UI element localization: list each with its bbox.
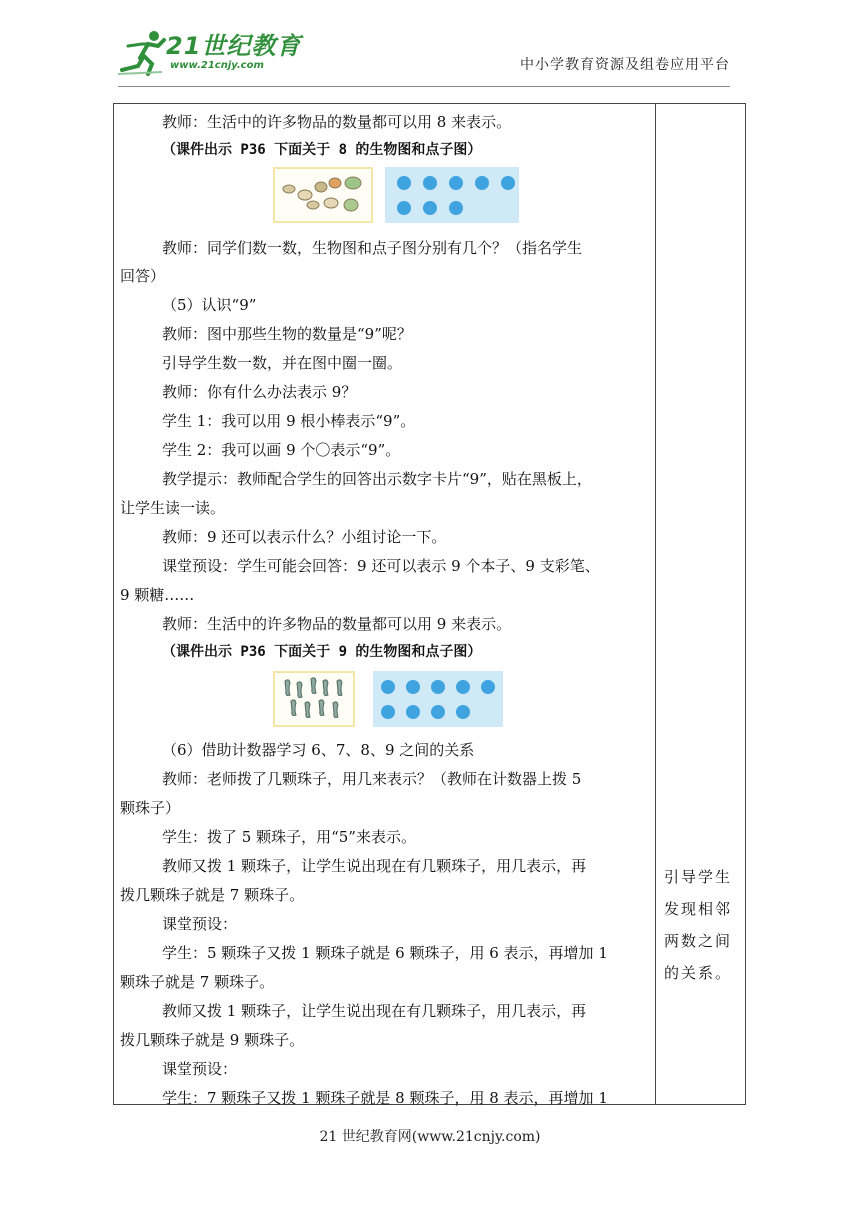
logo-text: 21世纪教育 (166, 32, 302, 60)
text-line: 拨几颗珠子就是 9 颗珠子。 (120, 1031, 305, 1049)
runner-logo-icon (118, 26, 168, 76)
dot (449, 201, 463, 215)
dot (423, 176, 437, 190)
dot (406, 705, 420, 719)
dot-picture (385, 167, 519, 223)
dot (423, 201, 437, 215)
text-line: 学生 1：我可以用 9 根小棒表示“9”。 (162, 412, 416, 430)
dot (456, 705, 470, 719)
text-line: 让学生读一读。 (120, 499, 226, 517)
platform-title: 中小学教育资源及组卷应用平台 (520, 57, 730, 73)
text-line: 教师又拨 1 颗珠子，让学生说出现在有几颗珠子，用几表示，再 (162, 1002, 587, 1020)
text-line: 教师：生活中的许多物品的数量都可以用 9 来表示。 (162, 615, 512, 633)
section-heading: （5）认识“9” (162, 296, 257, 314)
side-note-line: 的关系。 (664, 964, 733, 982)
text-line: 教师：生活中的许多物品的数量都可以用 8 来表示。 (162, 113, 512, 131)
text-line: 课堂预设： (162, 1060, 238, 1078)
text-line: 教师：图中那些生物的数量是“9”呢？ (162, 325, 412, 343)
section-heading: （6）借助计数器学习 6、7、8、9 之间的关系 (162, 741, 475, 759)
dot (501, 176, 515, 190)
text-line: 课堂预设： (162, 915, 238, 933)
side-note-line: 两数之间 (664, 932, 733, 950)
dot (475, 176, 489, 190)
text-line: 引导学生数一数，并在图中圈一圈。 (162, 354, 403, 372)
dot (481, 680, 495, 694)
text-line: 教师：同学们数一数，生物图和点子图分别有几个？（指名学生 (162, 239, 583, 257)
dot (397, 201, 411, 215)
text-line: 拨几颗珠子就是 7 颗珠子。 (120, 886, 305, 904)
page-header (0, 0, 860, 90)
seahorse-picture (273, 671, 355, 727)
dot (381, 680, 395, 694)
figure-nine (273, 671, 519, 727)
dot (381, 705, 395, 719)
dot (449, 176, 463, 190)
shell-picture (273, 167, 373, 223)
text-line: 教师：你有什么办法表示 9？ (162, 383, 357, 401)
text-line: 教师：老师拨了几颗珠子，用几来表示？（教师在计数器上拨 5 (162, 770, 582, 788)
dot-picture (373, 671, 503, 727)
text-line: 9 颗糖…… (120, 586, 195, 604)
text-line: 教师：9 还可以表示什么？小组讨论一下。 (162, 528, 447, 546)
dot (456, 680, 470, 694)
figure-eight (273, 167, 519, 223)
courseware-note: （课件出示 P36 下面关于 9 的生物图和点子图） (162, 644, 482, 660)
side-note-line: 发现相邻 (664, 900, 733, 918)
shell-icon (275, 169, 371, 221)
lesson-table (113, 103, 746, 1105)
site-logo[interactable] (118, 24, 302, 80)
page-footer: 21 世纪教育网(www.21cnjy.com) (319, 1129, 541, 1145)
courseware-note: （课件出示 P36 下面关于 8 的生物图和点子图） (162, 142, 482, 158)
seahorse-icon (275, 673, 353, 725)
dot (431, 680, 445, 694)
text-line: 教师又拨 1 颗珠子，让学生说出现在有几颗珠子，用几表示，再 (162, 857, 587, 875)
side-note-line: 引导学生 (664, 868, 733, 886)
text-line: 学生：拨了 5 颗珠子，用“5”来表示。 (162, 828, 416, 846)
text-line: 颗珠子） (120, 799, 181, 817)
design-intent-cell (664, 861, 738, 989)
text-line: 回答） (120, 267, 166, 285)
dot (431, 705, 445, 719)
logo-url: www.21cnjy.com (170, 60, 264, 71)
text-line: 学生：5 颗珠子又拨 1 颗珠子就是 6 颗珠子，用 6 表示，再增加 1 (162, 944, 608, 962)
text-line: 教学提示：教师配合学生的回答出示数字卡片“9”，贴在黑板上， (162, 470, 592, 488)
header-divider (118, 86, 730, 87)
text-line: 学生 2：我可以画 9 个〇表示“9”。 (162, 441, 401, 459)
dot (397, 176, 411, 190)
text-line: 学生：7 颗珠子又拨 1 颗珠子就是 8 颗珠子，用 8 表示，再增加 1 (162, 1089, 608, 1107)
text-line: 颗珠子就是 7 颗珠子。 (120, 973, 275, 991)
text-line: 课堂预设：学生可能会回答：9 还可以表示 9 个本子、9 支彩笔、 (162, 557, 600, 575)
dot (406, 680, 420, 694)
